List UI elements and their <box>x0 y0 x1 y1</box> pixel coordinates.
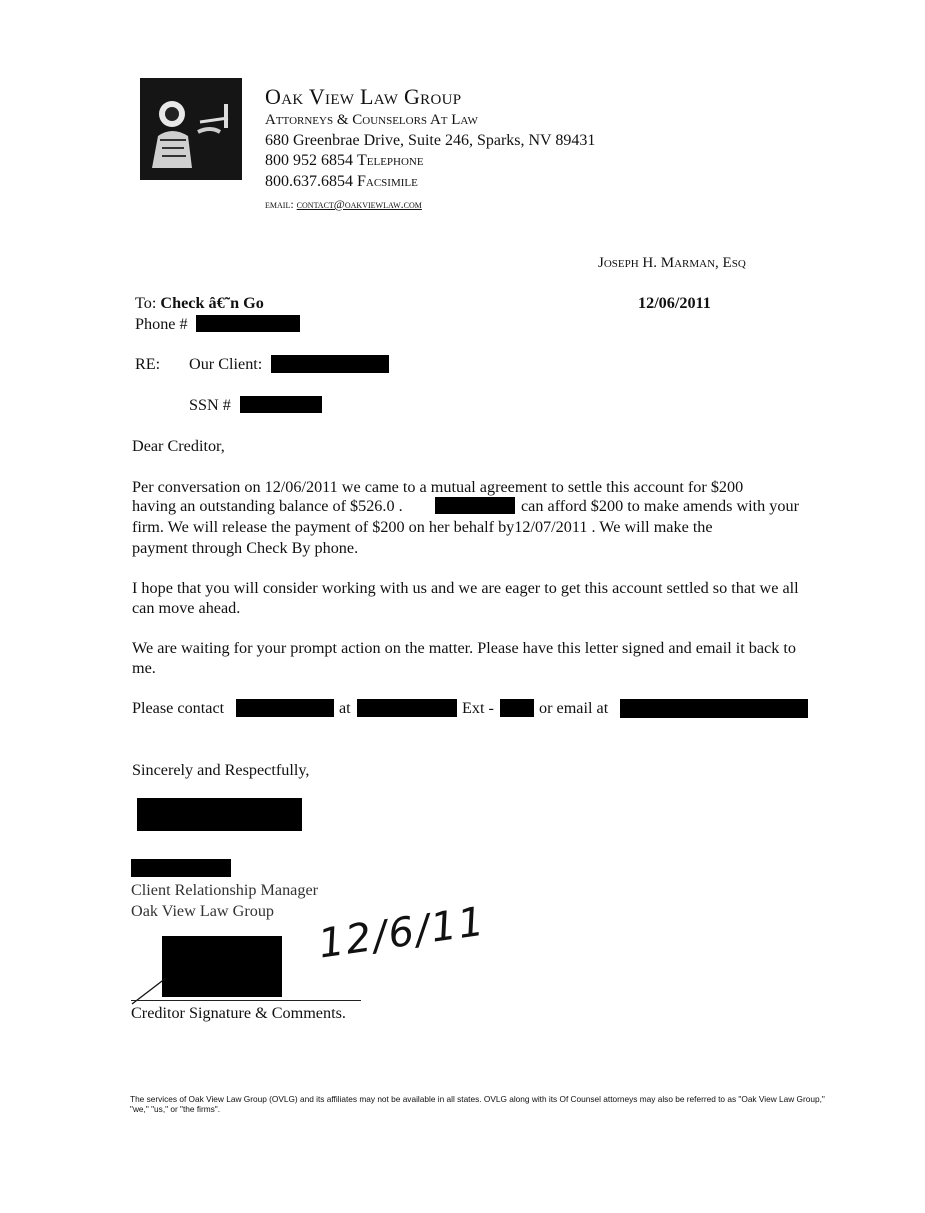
telephone-number: 800 952 6854 <box>265 152 353 169</box>
redacted-client-name <box>435 497 515 514</box>
handwritten-date: 12/6/11 <box>315 898 489 968</box>
para1-line2a: having an outstanding balance of $526.0 . <box>132 497 403 515</box>
phone-label: Phone # <box>135 315 188 333</box>
footer-disclaimer: The services of Oak View Law Group (OVLG) and its affiliates may not be available in all states. OVLG along with its Of Counsel attorneys may also be referred to as "Oak View Law Group," "we," "us," or "the firms". <box>130 1094 825 1114</box>
redacted-contact-phone <box>357 699 457 717</box>
email-label: email: <box>265 197 294 211</box>
redacted-contact-email <box>620 699 808 718</box>
firm-fax <box>265 173 418 191</box>
closing: Sincerely and Respectfully, <box>132 761 310 779</box>
contact-at: at <box>339 699 351 717</box>
fax-number: 800.637.6854 <box>265 173 353 190</box>
contact-ext: Ext - <box>462 699 494 717</box>
firm-name: Oak View Law Group <box>265 84 462 109</box>
to-creditor-name: Check â€˜n Go <box>160 294 264 312</box>
para1-line1: Per conversation on 12/06/2011 we came to a mutual agreement to settle this account for $200 <box>132 478 744 496</box>
letter-date: 12/06/2011 <box>638 294 711 312</box>
to-line <box>135 294 264 313</box>
para3: We are waiting for your prompt action on the matter. Please have this letter signed and email it back to me. <box>132 639 796 677</box>
contact-or-email: or email at <box>539 699 609 717</box>
redacted-extension <box>500 699 534 717</box>
client-label: Our Client: <box>189 355 263 373</box>
para1-line4: payment through Check By phone. <box>132 539 359 557</box>
redacted-client <box>271 355 389 373</box>
firm-email-link[interactable]: contact@oakviewlaw.com <box>296 197 422 211</box>
para1-line3: firm. We will release the payment of $200 on her behalf by12/07/2011 . We will make the <box>132 518 713 536</box>
firm-email-line <box>265 195 422 213</box>
fax-label: Facsimile <box>357 173 418 190</box>
redacted-contact-name <box>236 699 334 717</box>
redacted-phone <box>196 315 300 332</box>
telephone-label: Telephone <box>357 152 424 169</box>
firm-tagline: Attorneys & Counselors At Law <box>265 112 478 128</box>
redacted-ssn <box>240 396 322 413</box>
ssn-label: SSN # <box>189 396 231 414</box>
para2: I hope that you will consider working with us and we are eager to get this account settled so that we all can move ahead. <box>132 579 799 617</box>
signer-org: Oak View Law Group <box>131 902 275 920</box>
signer-title: Client Relationship Manager <box>131 881 319 899</box>
attorney-name: Joseph H. Marman, Esq <box>598 255 746 271</box>
firm-logo <box>140 78 242 180</box>
logo-figure-icon <box>140 78 242 180</box>
redacted-signer-name <box>131 859 231 877</box>
redacted-signature <box>137 798 302 831</box>
salutation: Dear Creditor, <box>132 437 225 455</box>
contact-please: Please contact <box>132 699 225 717</box>
creditor-signature-label: Creditor Signature & Comments. <box>131 1004 346 1022</box>
to-label: To: <box>135 294 157 312</box>
firm-address: 680 Greenbrae Drive, Suite 246, Sparks, NV 89431 <box>265 132 596 149</box>
para1-line2b: can afford $200 to make amends with your <box>521 497 799 515</box>
firm-telephone <box>265 152 424 170</box>
re-label: RE: <box>135 355 161 373</box>
signature-line <box>131 1000 361 1001</box>
